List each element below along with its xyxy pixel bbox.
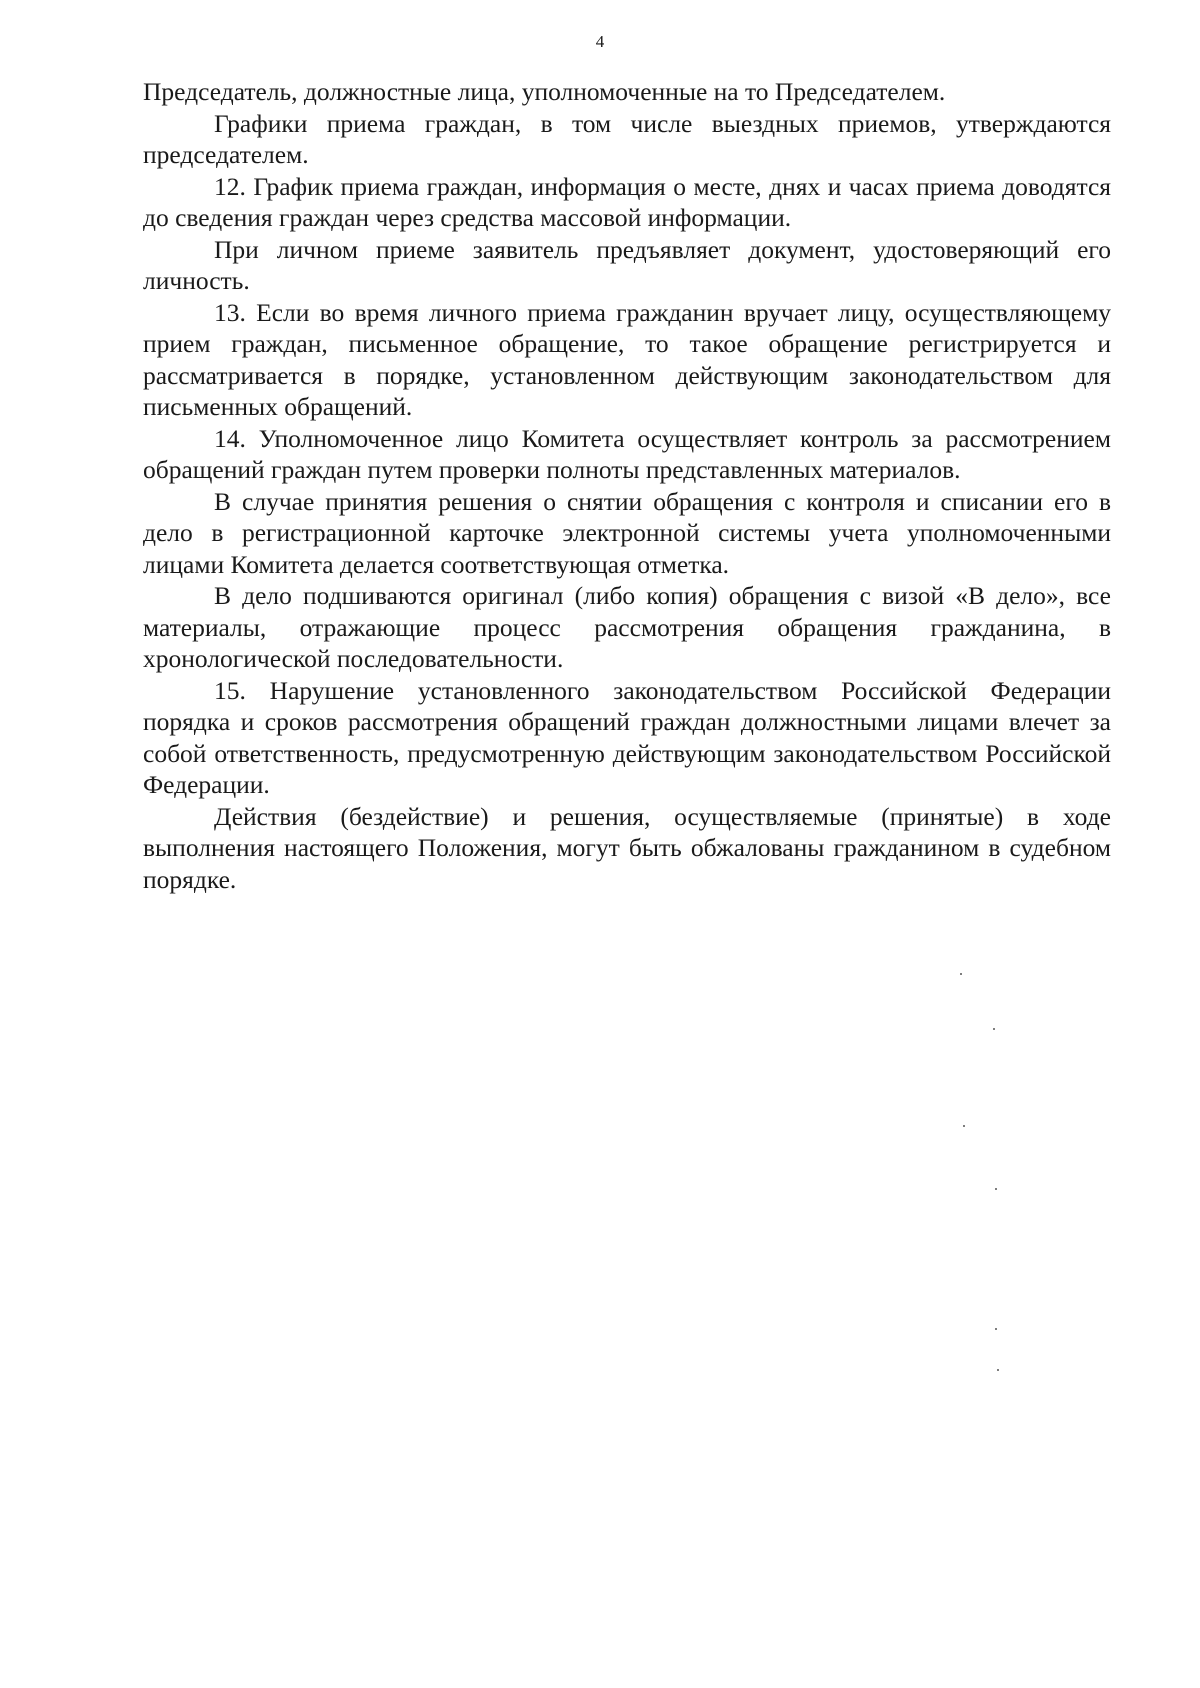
page-number: 4 xyxy=(595,32,605,51)
scan-speck xyxy=(995,1188,997,1190)
paragraph-4: При личном приеме заявитель предъявляет документ, удостоверяющий его личность. xyxy=(143,234,1111,295)
paragraph-9: 15. Нарушение установленного законодательством Российской Федерации порядка и сроков рассмотрения обращений граждан должностными лицами влечет за собой ответственность, предусмотренную действующим законодательством Российской Федерации. xyxy=(143,675,1111,799)
paragraph-5: 13. Если во время личного приема гражданин вручает лицу, осуществляющему прием граждан, письменное обращение, то такое обращение регистрируется и рассматривается в порядке, установленном действующим законодательством для письменных обращений. xyxy=(143,297,1111,421)
scan-speck xyxy=(960,973,962,975)
paragraph-7: В случае принятия решения о снятии обращения с контроля и списании его в дело в регистрационной карточке электронной системы учета уполномоченными лицами Комитета делается соответствующая отметка. xyxy=(143,486,1111,579)
scan-speck xyxy=(993,1028,995,1030)
paragraph-10: Действия (бездействие) и решения, осуществляемые (принятые) в ходе выполнения настоящего Положения, могут быть обжалованы гражданином в судебном порядке. xyxy=(143,801,1111,894)
paragraph-8: В дело подшиваются оригинал (либо копия) обращения с визой «В дело», все материалы, отражающие процесс рассмотрения обращения гражданина, в хронологической последовательности. xyxy=(143,581,1111,673)
scan-speck xyxy=(995,1328,997,1330)
paragraph-3: 12. График приема граждан, информация о месте, днях и часах приема доводятся до сведения граждан через средства массовой информации. xyxy=(143,171,1111,232)
scan-speck xyxy=(963,1125,965,1127)
paragraph-6: 14. Уполномоченное лицо Комитета осуществляет контроль за рассмотрением обращений граждан путем проверки полноты представленных материалов. xyxy=(143,423,1111,484)
paragraph-1: Председатель, должностные лица, уполномоченные на то Председателем. xyxy=(143,77,946,106)
scan-speck xyxy=(997,1369,999,1371)
document-body xyxy=(143,76,1111,895)
paragraph-2: Графики приема граждан, в том числе выездных приемов, утверждаются председателем. xyxy=(143,108,1111,169)
